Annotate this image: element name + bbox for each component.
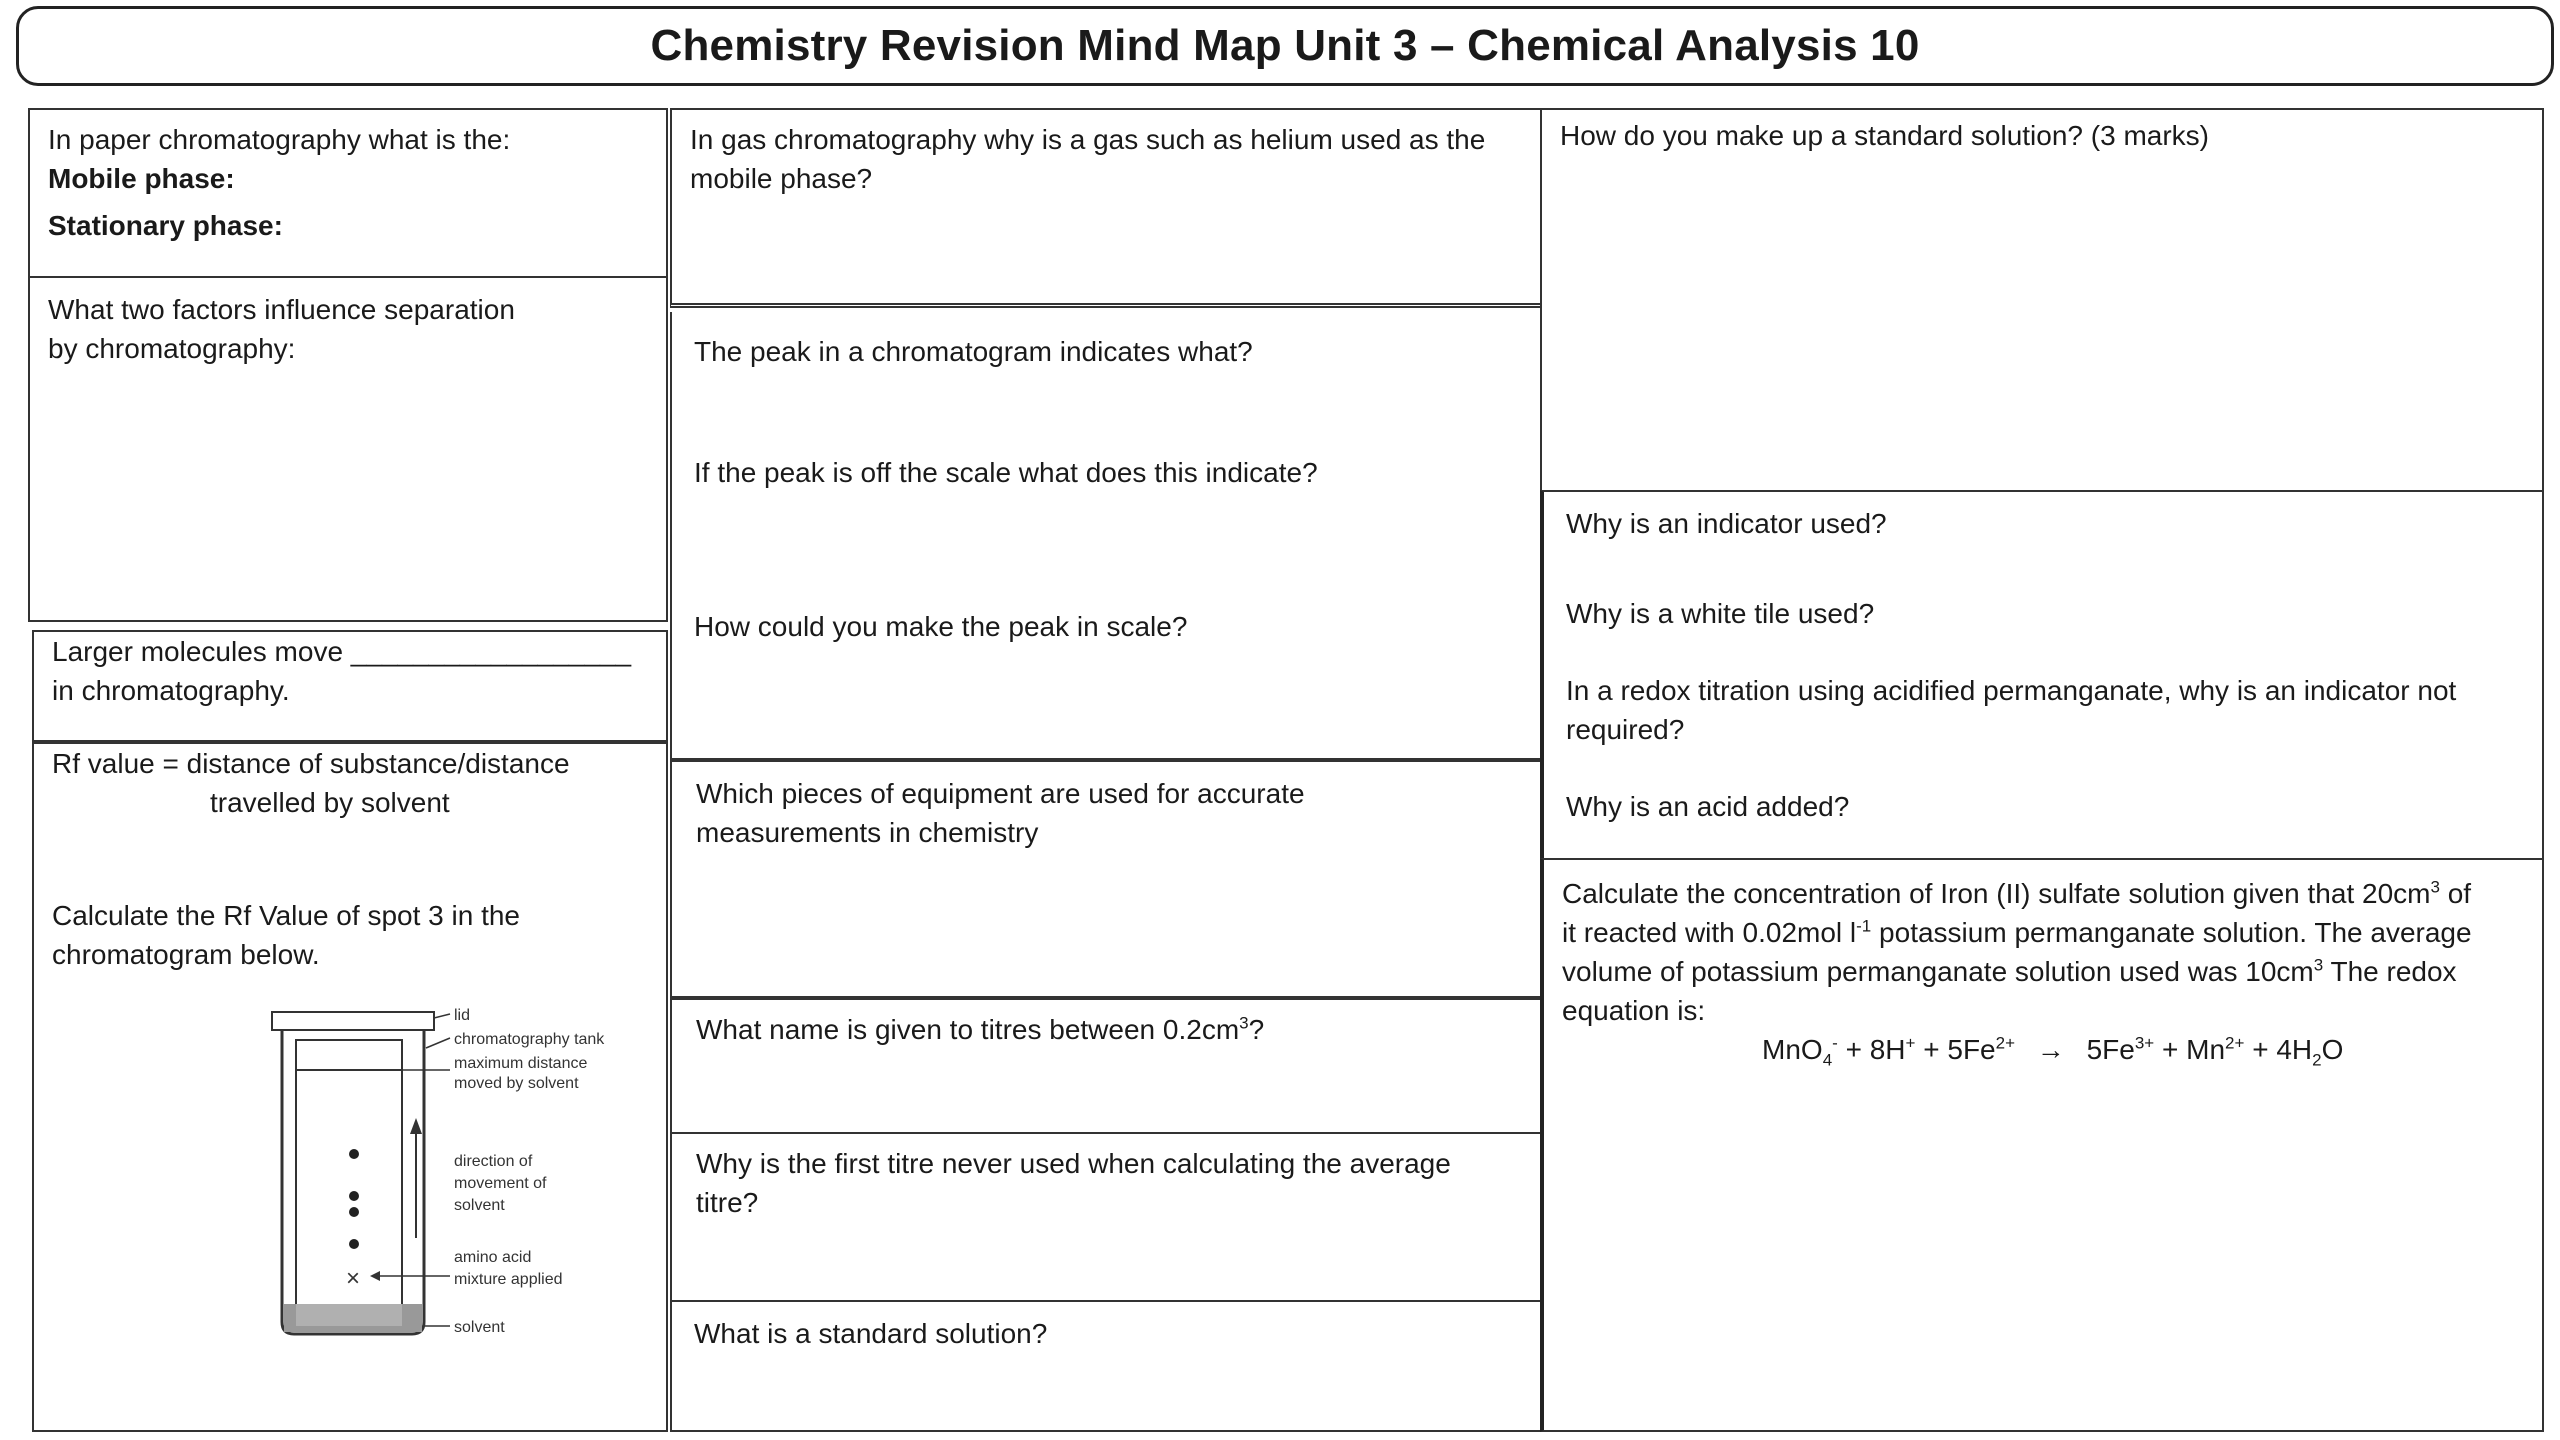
direction-label: direction of [454, 1153, 533, 1170]
separation-factors-box [28, 276, 668, 622]
tank-lid [272, 1012, 434, 1030]
page-title: Chemistry Revision Mind Map Unit 3 – Chemical Analysis 10 [650, 21, 1920, 70]
direction-arrowhead [410, 1118, 422, 1134]
make-standard-solution-box [1540, 108, 2544, 492]
calc-text: equation is: [1562, 995, 1706, 1026]
question-text: How could you make the peak in scale? [694, 611, 1188, 642]
gas-chromatography-box [670, 108, 1544, 308]
mobile-phase-label: Mobile phase: [48, 163, 235, 194]
question-text: Why is the first titre never used when calculating the average [696, 1148, 1451, 1179]
calc-text: Calculate the concentration of Iron (II) sulfate solution given that $20cm^3$ of [1562, 877, 2472, 909]
question-text: Why is an indicator used? [1566, 508, 1887, 539]
question-text: If the peak is off the scale what does this indicate? [694, 457, 1318, 488]
stationary-phase-label: Stationary phase: [48, 210, 283, 241]
max-distance-label: moved by solvent [454, 1075, 579, 1092]
question-text: The peak in a chromatogram indicates what? [694, 336, 1253, 367]
question-text: by chromatography: [48, 333, 296, 364]
spot-4 [349, 1239, 359, 1249]
question-text: Which pieces of equipment are used for accurate [696, 778, 1305, 809]
tank-label: chromatography tank [454, 1031, 605, 1048]
question-text: Why is a white tile used? [1566, 598, 1875, 629]
question-text: In a redox titration using acidified permanganate, why is an indicator not [1566, 675, 2457, 706]
rf-question: Calculate the Rf Value of spot 3 in the [52, 900, 520, 931]
question-text: How do you make up a standard solution? (3 marks) [1560, 120, 2209, 151]
amino-label: mixture applied [454, 1271, 563, 1288]
solvent-on-paper [296, 1304, 402, 1326]
question-text: What is a standard solution? [694, 1318, 1048, 1349]
question-text: What two factors influence separation [48, 294, 515, 325]
lid-label: lid [454, 1007, 471, 1024]
tank-leader [426, 1038, 450, 1048]
question-text: mobile phase? [690, 163, 873, 194]
reaction-arrow: → [2029, 1034, 2073, 1065]
paper-chromatography-box [28, 108, 668, 278]
question-text: Why is an acid added? [1566, 791, 1850, 822]
larger-molecules-box [32, 630, 668, 742]
question-text: measurements in chemistry [696, 817, 1039, 848]
spot-3 [349, 1207, 359, 1217]
spot-1 [349, 1149, 359, 1159]
first-titre-box [670, 1132, 1544, 1302]
amino-label: amino acid [454, 1249, 532, 1266]
redox-equation: $MnO_4^- + 8H^+ + 5Fe^{2+} \to 5Fe^{3+} + Mn^{2+} + 4H_2O$ [1762, 1033, 2344, 1070]
question-text: titre? [696, 1187, 759, 1218]
question-text: What name is given to titres between $0.2cm^3$? [696, 1013, 1265, 1045]
title-bar [16, 6, 2554, 86]
question-text: required? [1566, 714, 1685, 745]
question-text: In gas chromatography why is a gas such as helium used as the [690, 124, 1486, 155]
origin-cross: × [346, 1265, 361, 1292]
max-distance-label: maximum distance [454, 1055, 588, 1072]
direction-label: solvent [454, 1197, 505, 1214]
question-text: in chromatography. [52, 675, 290, 706]
chromatogram-diagram [244, 1004, 664, 1344]
calc-text: it reacted with 0.02mol $l^{-1}$ potassium permanganate solution. The average [1562, 916, 2472, 948]
chromatogram-peak-box [670, 312, 1544, 760]
iron-sulfate-calc-box [1540, 858, 2544, 1432]
calc-text: volume of potassium permanganate solution used was $10cm^3$ The redox [1562, 955, 2457, 987]
rf-definition: travelled by solvent [210, 787, 450, 818]
solvent-label: solvent [454, 1319, 505, 1336]
question-text: In paper chromatography what is the: [48, 124, 511, 155]
standard-solution-def-box [670, 1300, 1544, 1432]
question-text: Larger molecules move __________________ [52, 636, 632, 667]
lid-leader [434, 1014, 450, 1018]
titration-questions-box [1540, 490, 2544, 860]
rf-value-box [32, 742, 668, 1432]
spot-2 [349, 1191, 359, 1201]
titres-box [670, 998, 1544, 1134]
direction-label: movement of [454, 1175, 547, 1192]
rf-definition: Rf value = distance of substance/distance [52, 748, 570, 779]
equipment-box [670, 760, 1544, 998]
rf-question: chromatogram below. [52, 939, 320, 970]
